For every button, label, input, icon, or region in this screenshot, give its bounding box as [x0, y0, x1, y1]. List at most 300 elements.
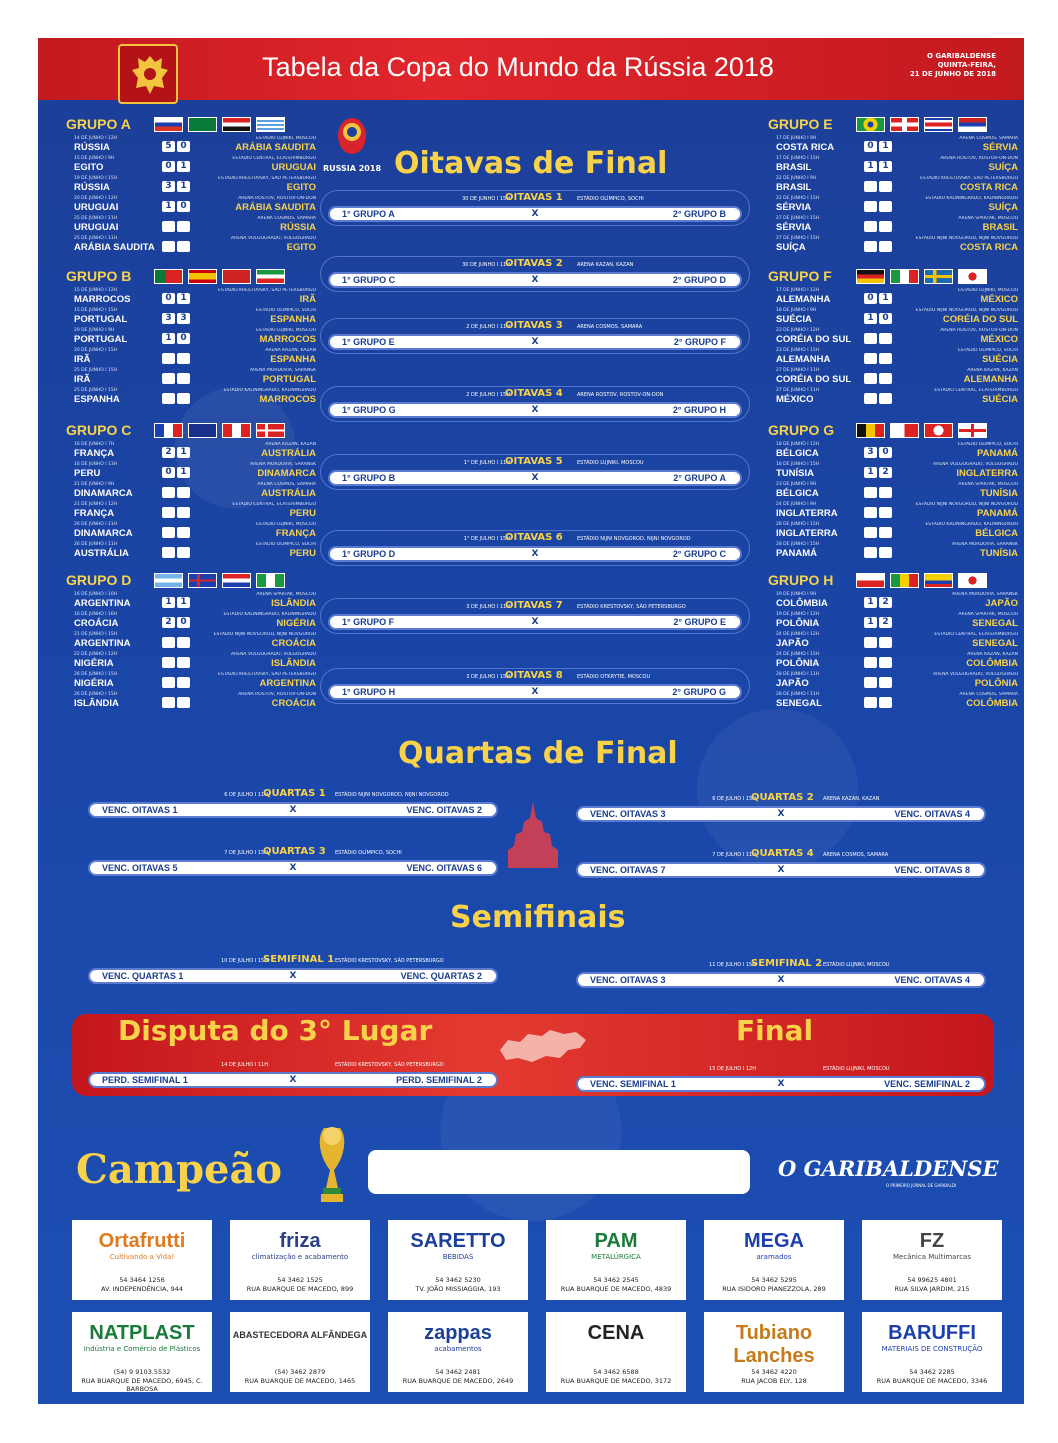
- home-score-box[interactable]: 0: [864, 293, 877, 304]
- match-venue: ESTÁDIO KALININGRADO, KALININGRADO: [223, 612, 316, 617]
- away-team: BÉLGICA: [975, 528, 1018, 539]
- away-team: AUSTRÁLIA: [261, 448, 316, 459]
- group-title: GRUPO C: [66, 422, 132, 438]
- home-score-box[interactable]: [162, 657, 175, 668]
- match-meta: [88, 1060, 498, 1072]
- home-score-box[interactable]: [162, 677, 175, 688]
- sponsor-phone: (54) 3462 2879: [274, 1368, 326, 1376]
- group-block: [66, 268, 316, 408]
- sponsor-card[interactable]: [72, 1220, 212, 1300]
- away-team: ISLÂNDIA: [271, 598, 316, 609]
- team-a-slot[interactable]: VENC. SEMIFINAL 1: [590, 1079, 676, 1089]
- away-team: PANAMÁ: [977, 448, 1018, 459]
- match-meta: [88, 956, 498, 968]
- sponsor-card[interactable]: [388, 1312, 528, 1392]
- match-date: 2 DE JULHO I 15H: [466, 392, 510, 398]
- match-name: OITAVAS 7: [505, 600, 563, 611]
- match-date: 22 DE JUNHO I 12H: [74, 652, 118, 657]
- home-score-box[interactable]: [162, 637, 175, 648]
- away-score-box[interactable]: [879, 393, 892, 404]
- team-a-slot[interactable]: 1° GRUPO B: [342, 473, 396, 483]
- match-venue: ARENA ROSTOV, ROSTOV-ON-DON: [940, 328, 1018, 333]
- match-name: QUARTAS 4: [751, 848, 814, 859]
- match-date: 15 DE JUNHO I 12H: [74, 288, 118, 293]
- group-match-row: [66, 196, 316, 216]
- home-score-box[interactable]: [864, 353, 877, 364]
- team-b-slot[interactable]: 2° GRUPO C: [672, 549, 726, 559]
- group-match-row: [768, 632, 1018, 652]
- third-place-title: Disputa do 3° Lugar: [118, 1014, 433, 1047]
- home-score-box[interactable]: 0: [162, 467, 175, 478]
- away-score-box[interactable]: [879, 373, 892, 384]
- away-score-box[interactable]: [177, 697, 190, 708]
- away-team: MARROCOS: [259, 334, 316, 345]
- home-score-box[interactable]: 1: [162, 201, 175, 212]
- team-b-slot[interactable]: VENC. QUARTAS 2: [400, 971, 482, 981]
- away-score-box[interactable]: [177, 677, 190, 688]
- home-score-box[interactable]: [864, 487, 877, 498]
- score-boxes: [162, 353, 190, 364]
- match-meta: [576, 960, 986, 972]
- away-score-box[interactable]: 1: [177, 467, 190, 478]
- score-boxes: [162, 677, 190, 688]
- away-score-box[interactable]: 2: [879, 617, 892, 628]
- group-match-row: [768, 236, 1018, 256]
- group-match-row: [66, 136, 316, 156]
- match-meta: [328, 672, 742, 684]
- match-name: OITAVAS 1: [505, 192, 563, 203]
- group-match-row: [66, 482, 316, 502]
- home-score-box[interactable]: 1: [162, 333, 175, 344]
- home-score-box[interactable]: [864, 677, 877, 688]
- group-header: [66, 116, 316, 136]
- away-team: CORÉIA DO SUL: [942, 314, 1018, 325]
- away-score-box[interactable]: 3: [177, 313, 190, 324]
- away-score-box[interactable]: [879, 677, 892, 688]
- home-team: PERU: [74, 468, 101, 479]
- home-score-box[interactable]: [162, 527, 175, 538]
- home-score-box[interactable]: 0: [864, 141, 877, 152]
- away-score-box[interactable]: [879, 527, 892, 538]
- away-score-box[interactable]: [879, 547, 892, 558]
- sponsor-tagline: Indústria e Comércio de Plásticos: [83, 1345, 201, 1353]
- home-score-box[interactable]: 2: [162, 447, 175, 458]
- away-score-box[interactable]: [879, 697, 892, 708]
- home-team: INGLATERRA: [776, 528, 838, 539]
- match-date: 21 DE JUNHO I 12H: [74, 502, 118, 507]
- away-score-box[interactable]: [177, 487, 190, 498]
- home-score-box[interactable]: 1: [162, 597, 175, 608]
- sponsor-logo: [862, 1318, 1002, 1364]
- match-date: 22 DE JUNHO I 9H: [776, 176, 817, 181]
- sponsor-phone: 54 3462 2545: [593, 1276, 639, 1284]
- knockout-match: [88, 848, 498, 878]
- sponsor-card[interactable]: [862, 1312, 1002, 1392]
- group-flags: [154, 117, 285, 132]
- score-boxes: [864, 313, 892, 324]
- match-date: 25 DE JUNHO I 11H: [74, 216, 118, 221]
- sponsor-tagline: METALÚRGICA: [591, 1253, 641, 1261]
- match-venue: ESTÁDIO LUJNIKI, MOSCOU: [256, 328, 316, 333]
- champion-write-in-box[interactable]: [368, 1150, 750, 1194]
- sponsor-logo: [230, 1318, 370, 1364]
- score-boxes: [162, 373, 190, 384]
- match-date: 26 DE JUNHO I 15H: [74, 672, 118, 677]
- home-score-box[interactable]: [864, 697, 877, 708]
- match-date: 17 DE JUNHO I 15H: [776, 156, 820, 161]
- home-score-box[interactable]: 3: [864, 447, 877, 458]
- group-title: GRUPO G: [768, 422, 835, 438]
- score-boxes: [864, 447, 892, 458]
- home-score-box[interactable]: 1: [864, 597, 877, 608]
- away-score-box[interactable]: 0: [177, 141, 190, 152]
- away-score-box[interactable]: [879, 221, 892, 232]
- away-score-box[interactable]: [879, 201, 892, 212]
- group-flags: [856, 269, 987, 284]
- score-boxes: [162, 141, 190, 152]
- match-venue: ARENA SPARTAK, MOSCOU: [256, 592, 316, 597]
- versus-mark: X: [289, 805, 297, 815]
- match-venue: ARENA KAZAN, KAZAN: [823, 796, 880, 802]
- away-score-box[interactable]: 0: [177, 333, 190, 344]
- home-score-box[interactable]: 1: [864, 161, 877, 172]
- match-venue: ESTÁDIO LUJNIKI, MOSCOU: [823, 962, 890, 968]
- match-date: 15 DE JUNHO I 9H: [74, 156, 115, 161]
- match-venue: ESTÁDIO CENTRAL, ECATERIMBURGO: [934, 632, 1018, 637]
- match-venue: ARENA MORDOVIA, SARANSK: [952, 542, 1018, 547]
- away-team: JAPÃO: [985, 598, 1018, 609]
- home-score-box[interactable]: [864, 657, 877, 668]
- sponsor-logo: [72, 1226, 212, 1272]
- home-score-box[interactable]: [162, 353, 175, 364]
- away-team: SUÉCIA: [982, 354, 1018, 365]
- match-venue: ARENA KAZAN, KAZAN: [265, 348, 316, 353]
- russia-map-icon: [498, 1026, 588, 1066]
- away-score-box[interactable]: 1: [879, 293, 892, 304]
- group-match-row: [768, 442, 1018, 462]
- away-score-box[interactable]: [879, 353, 892, 364]
- home-score-box[interactable]: [864, 547, 877, 558]
- home-score-box[interactable]: 0: [162, 161, 175, 172]
- group-header: [66, 422, 316, 442]
- away-score-box[interactable]: [177, 657, 190, 668]
- match-date: 26 DE JUNHO I 15H: [74, 692, 118, 697]
- match-date: 21 DE JUNHO I 9H: [74, 482, 115, 487]
- sponsor-phone: 54 99625 4801: [907, 1276, 957, 1284]
- match-date: 28 DE JUNHO I 11H: [776, 692, 820, 697]
- away-team: ESPANHA: [270, 354, 316, 365]
- score-boxes: [864, 657, 892, 668]
- score-boxes: [864, 597, 892, 608]
- sponsor-card[interactable]: [862, 1220, 1002, 1300]
- away-score-box[interactable]: [879, 637, 892, 648]
- away-score-box[interactable]: [177, 353, 190, 364]
- match-date: 7 DE JULHO I 15H: [224, 850, 268, 856]
- team-b-slot[interactable]: VENC. OITAVAS 2: [406, 805, 482, 815]
- croatia-flag: [222, 573, 251, 588]
- home-score-box[interactable]: [162, 487, 175, 498]
- score-boxes: [864, 353, 892, 364]
- knockout-match: [328, 534, 742, 564]
- away-score-box[interactable]: 0: [879, 447, 892, 458]
- home-score-box[interactable]: [162, 241, 175, 252]
- team-b-slot[interactable]: VENC. OITAVAS 8: [894, 865, 970, 875]
- team-a-slot[interactable]: 1° GRUPO F: [342, 617, 395, 627]
- away-score-box[interactable]: [177, 221, 190, 232]
- team-a-slot[interactable]: 1° GRUPO E: [342, 337, 395, 347]
- home-score-box[interactable]: 2: [162, 617, 175, 628]
- match-meta: [328, 322, 742, 334]
- match-date: 1° DE JULHO I 15H: [463, 536, 510, 542]
- match-venue: ARENA SPARTAK, MOSCOU: [958, 612, 1018, 617]
- match-meta: [328, 194, 742, 206]
- away-score-box[interactable]: [177, 241, 190, 252]
- home-score-box[interactable]: [162, 373, 175, 384]
- away-score-box[interactable]: [177, 527, 190, 538]
- home-score-box[interactable]: 1: [864, 467, 877, 478]
- match-pill: [328, 334, 742, 350]
- team-a-slot[interactable]: PERD. SEMIFINAL 1: [102, 1075, 188, 1085]
- away-score-box[interactable]: 1: [879, 141, 892, 152]
- champion-label: Campeão: [76, 1146, 283, 1193]
- home-team: PORTUGAL: [74, 334, 128, 345]
- away-score-box[interactable]: 0: [177, 617, 190, 628]
- team-b-slot[interactable]: VENC. OITAVAS 4: [894, 809, 970, 819]
- knockout-match: [576, 794, 986, 824]
- mexico-flag: [890, 269, 919, 284]
- away-score-box[interactable]: [177, 637, 190, 648]
- team-a-slot[interactable]: VENC. OITAVAS 7: [590, 865, 666, 875]
- match-date: 14 DE JUNHO I 12H: [74, 136, 118, 141]
- home-score-box[interactable]: 1: [864, 313, 877, 324]
- group-match-row: [768, 328, 1018, 348]
- oitavas-title: Oitavas de Final: [394, 146, 668, 181]
- publication-date: 21 DE JUNHO DE 2018: [909, 70, 996, 78]
- home-score-box[interactable]: 3: [162, 181, 175, 192]
- away-team: IRÃ: [299, 294, 316, 305]
- home-score-box[interactable]: [864, 333, 877, 344]
- match-date: 1° DE JULHO I 11H: [463, 460, 510, 466]
- team-b-slot[interactable]: VENC. OITAVAS 6: [406, 863, 482, 873]
- group-header: [768, 268, 1018, 288]
- sponsor-name: friza: [279, 1230, 321, 1252]
- team-b-slot[interactable]: 2° GRUPO D: [672, 275, 726, 285]
- away-team: PANAMÁ: [977, 508, 1018, 519]
- home-score-box[interactable]: 1: [864, 617, 877, 628]
- team-a-slot[interactable]: VENC. OITAVAS 5: [102, 863, 178, 873]
- match-venue: ARENA ROSTOV, ROSTOV-ON-DON: [577, 392, 664, 398]
- away-score-box[interactable]: [879, 241, 892, 252]
- match-venue: ESTÁDIO CENTRAL, ECATERIMBURGO: [232, 502, 316, 507]
- away-score-box[interactable]: 0: [177, 201, 190, 212]
- sponsor-name: CENA: [587, 1322, 645, 1344]
- team-a-slot[interactable]: 1° GRUPO D: [342, 549, 396, 559]
- team-a-slot[interactable]: VENC. QUARTAS 1: [102, 971, 184, 981]
- versus-mark: X: [531, 275, 539, 285]
- team-b-slot[interactable]: 2° GRUPO E: [673, 617, 726, 627]
- sponsor-card[interactable]: [546, 1220, 686, 1300]
- group-flags: [856, 423, 987, 438]
- group-match-row: [66, 632, 316, 652]
- group-match-row: [768, 522, 1018, 542]
- home-score-box[interactable]: [864, 373, 877, 384]
- team-b-slot[interactable]: VENC. SEMIFINAL 2: [884, 1079, 970, 1089]
- home-score-box[interactable]: 3: [162, 313, 175, 324]
- match-venue: ESTÁDIO OLÍMPICO, SOCHI: [957, 442, 1018, 447]
- home-score-box[interactable]: 0: [162, 293, 175, 304]
- away-score-box[interactable]: 1: [879, 161, 892, 172]
- knockout-match: [328, 672, 742, 702]
- sponsor-card[interactable]: [546, 1312, 686, 1392]
- match-pill: [328, 684, 742, 700]
- score-boxes: [864, 333, 892, 344]
- kremlin-icon: [498, 798, 568, 868]
- sponsor-logo: [704, 1226, 844, 1272]
- away-score-box[interactable]: 1: [177, 597, 190, 608]
- team-b-slot[interactable]: VENC. OITAVAS 4: [894, 975, 970, 985]
- away-team: MARROCOS: [259, 394, 316, 405]
- away-score-box[interactable]: 1: [177, 161, 190, 172]
- away-team: COLÔMBIA: [966, 658, 1018, 669]
- sponsor-card[interactable]: [388, 1220, 528, 1300]
- group-match-row: [66, 502, 316, 522]
- match-date: 27 DE JUNHO I 11H: [776, 388, 820, 393]
- score-boxes: [864, 393, 892, 404]
- team-b-slot[interactable]: 2° GRUPO A: [673, 473, 726, 483]
- away-score-box[interactable]: [879, 657, 892, 668]
- quartas-title: Quartas de Final: [398, 736, 678, 771]
- brazil-flag: [856, 117, 885, 132]
- match-venue: ARENA ROSTOV, ROSTOV-ON-DON: [238, 692, 316, 697]
- versus-mark: X: [531, 687, 539, 697]
- away-score-box[interactable]: [177, 373, 190, 384]
- away-score-box[interactable]: 0: [879, 313, 892, 324]
- sponsor-phone: 54 3462 1525: [277, 1276, 323, 1284]
- home-team: SÉRVIA: [776, 222, 812, 233]
- publication-info: [910, 52, 996, 79]
- match-venue: ESTÁDIO KRESTOVSKY, SÃO PETERSBURGO: [577, 604, 686, 610]
- match-date: 7 DE JULHO I 11H: [712, 852, 756, 858]
- home-score-box[interactable]: [162, 697, 175, 708]
- away-score-box[interactable]: [177, 547, 190, 558]
- team-a-slot[interactable]: VENC. OITAVAS 3: [590, 809, 666, 819]
- home-score-box[interactable]: [864, 507, 877, 518]
- match-venue: ESTÁDIO KRESTOVSKY, SÃO PETERSBURGO: [218, 288, 316, 293]
- away-score-box[interactable]: [177, 507, 190, 518]
- away-score-box[interactable]: [177, 393, 190, 404]
- home-score-box[interactable]: [864, 527, 877, 538]
- team-a-slot[interactable]: 1° GRUPO C: [342, 275, 396, 285]
- match-date: 17 DE JUNHO I 9H: [776, 136, 817, 141]
- sponsor-card[interactable]: [704, 1312, 844, 1392]
- sponsor-card[interactable]: [230, 1312, 370, 1392]
- home-team: NIGÉRIA: [74, 658, 114, 669]
- match-meta: [328, 534, 742, 546]
- sponsor-name: SARETTO: [410, 1230, 506, 1252]
- home-score-box[interactable]: [864, 393, 877, 404]
- match-date: 19 DE JUNHO I 9H: [776, 592, 817, 597]
- home-score-box[interactable]: [864, 201, 877, 212]
- sponsor-card[interactable]: [230, 1220, 370, 1300]
- match-date: 15 DE JULHO I 12H: [709, 1066, 756, 1072]
- match-date: 24 DE JUNHO I 12H: [776, 632, 820, 637]
- home-team: IRÃ: [74, 374, 91, 385]
- newspaper-tagline: O PRIMEIRO JORNAL DE GARIBALDI: [886, 1183, 957, 1188]
- knockout-match: [576, 1064, 986, 1094]
- team-b-slot[interactable]: PERD. SEMIFINAL 2: [396, 1075, 482, 1085]
- group-match-row: [66, 612, 316, 632]
- home-score-box[interactable]: [864, 241, 877, 252]
- team-a-slot[interactable]: 1° GRUPO G: [342, 405, 396, 415]
- home-score-box[interactable]: [864, 181, 877, 192]
- score-boxes: [162, 393, 190, 404]
- match-venue: ARENA KAZAN, KAZAN: [265, 442, 316, 447]
- versus-mark: X: [777, 809, 785, 819]
- header-bar: [38, 38, 1024, 100]
- match-date: 26 DE JUNHO I 11H: [74, 522, 118, 527]
- sponsor-card[interactable]: [704, 1220, 844, 1300]
- away-score-box[interactable]: [879, 507, 892, 518]
- home-score-box[interactable]: [162, 507, 175, 518]
- group-match-row: [66, 308, 316, 328]
- away-team: SÉRVIA: [982, 142, 1018, 153]
- score-boxes: [864, 293, 892, 304]
- team-b-slot[interactable]: 2° GRUPO G: [672, 687, 726, 697]
- sponsor-card[interactable]: [72, 1312, 212, 1392]
- sponsor-address: RUA SILVA JARDIM, 215: [894, 1285, 970, 1293]
- team-a-slot[interactable]: 1° GRUPO H: [342, 687, 396, 697]
- match-meta: [328, 260, 742, 272]
- sponsor-tagline: MATERIAIS DE CONSTRUÇÃO: [881, 1345, 983, 1353]
- match-name: QUARTAS 1: [263, 788, 326, 799]
- away-score-box[interactable]: 2: [879, 467, 892, 478]
- team-a-slot[interactable]: 1° GRUPO A: [342, 209, 395, 219]
- score-boxes: [864, 141, 892, 152]
- team-a-slot[interactable]: VENC. OITAVAS 1: [102, 805, 178, 815]
- match-venue: ESTÁDIO KRESTOVSKY, SÃO PETERSBURGO: [218, 672, 316, 677]
- match-date: 19 DE JUNHO I 12H: [776, 612, 820, 617]
- away-score-box[interactable]: 1: [177, 447, 190, 458]
- home-score-box[interactable]: [162, 221, 175, 232]
- group-match-row: [66, 672, 316, 692]
- team-a-slot[interactable]: VENC. OITAVAS 3: [590, 975, 666, 985]
- home-team: IRÃ: [74, 354, 91, 365]
- team-b-slot[interactable]: 2° GRUPO F: [673, 337, 726, 347]
- team-b-slot[interactable]: 2° GRUPO H: [672, 405, 726, 415]
- denmark-flag: [256, 423, 285, 438]
- away-score-box[interactable]: 1: [177, 181, 190, 192]
- away-score-box[interactable]: [879, 333, 892, 344]
- match-meta: [576, 1064, 986, 1076]
- away-score-box[interactable]: [879, 181, 892, 192]
- home-score-box[interactable]: [864, 637, 877, 648]
- away-score-box[interactable]: 1: [177, 293, 190, 304]
- away-team: ARGENTINA: [259, 678, 316, 689]
- match-date: 25 DE JUNHO I 15H: [74, 388, 118, 393]
- sponsor-phone: 54 3462 5230: [435, 1276, 481, 1284]
- home-score-box[interactable]: [864, 221, 877, 232]
- home-score-box[interactable]: 5: [162, 141, 175, 152]
- emblem-text: RUSSIA 2018: [322, 164, 382, 173]
- group-match-row: [66, 692, 316, 712]
- away-score-box[interactable]: 2: [879, 597, 892, 608]
- home-score-box[interactable]: [162, 393, 175, 404]
- match-venue: ARENA KAZAN, KAZAN: [967, 368, 1018, 373]
- team-b-slot[interactable]: 2° GRUPO B: [672, 209, 726, 219]
- home-score-box[interactable]: [162, 547, 175, 558]
- away-score-box[interactable]: [879, 487, 892, 498]
- serbia-flag: [958, 117, 987, 132]
